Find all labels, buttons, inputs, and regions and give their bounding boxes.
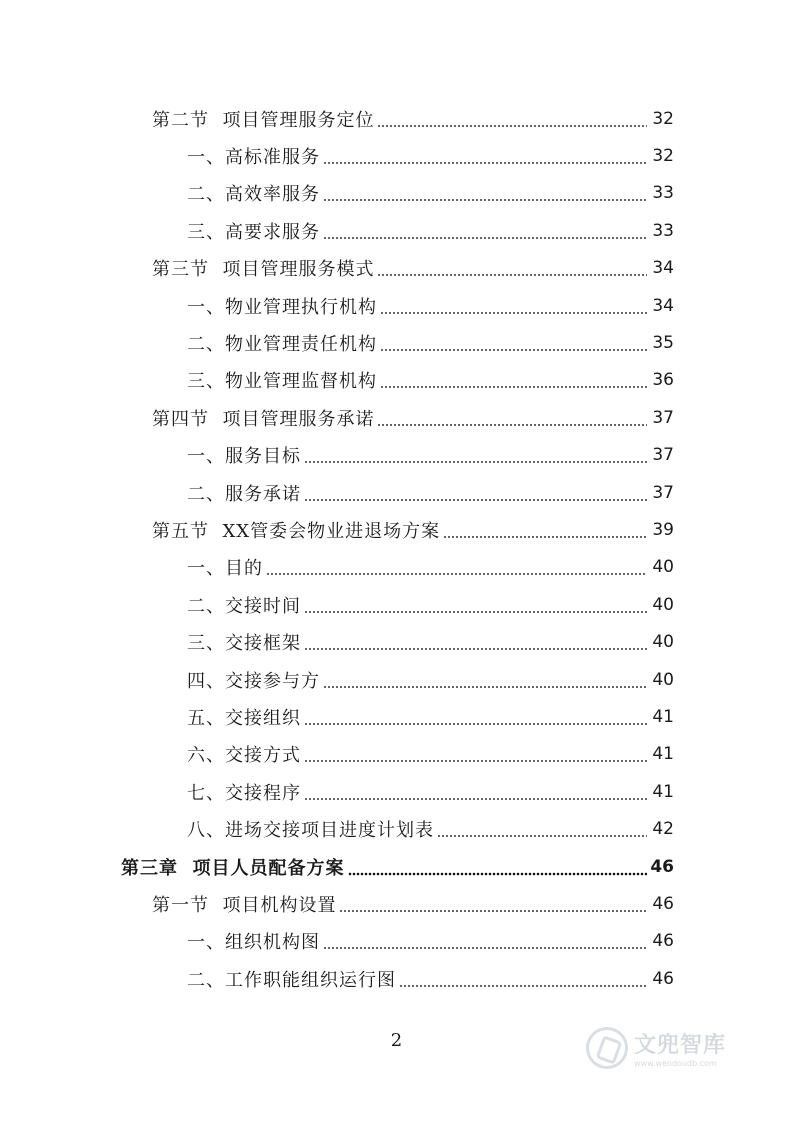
dot-leader (443, 521, 647, 539)
toc-entry-item[interactable] (0, 623, 793, 660)
dot-leader (323, 222, 647, 240)
toc-entry-item[interactable] (0, 175, 793, 212)
toc-entry-item[interactable] (0, 137, 793, 174)
toc-entry-title: 二、交接时间 (187, 592, 301, 618)
toc-entry-title: 二、物业管理责任机构 (187, 330, 377, 356)
toc-entry-title: 五、交接组织 (187, 704, 301, 730)
toc-entry-title: 第三章 项目人员配备方案 (121, 854, 345, 880)
toc-entry-title: 四、交接参与方 (187, 667, 320, 693)
toc-entry-item[interactable] (0, 736, 793, 773)
toc-entry-page: 37 (652, 482, 674, 503)
toc-entry-page: 46 (652, 931, 674, 952)
toc-entry-item[interactable] (0, 810, 793, 847)
dot-leader (399, 970, 647, 988)
dot-leader (304, 745, 647, 763)
toc-entry-page: 37 (652, 445, 674, 466)
toc-entry-title: 三、高要求服务 (187, 218, 320, 244)
toc-entry-page: 34 (652, 295, 674, 316)
toc-entry-title: 二、工作职能组织运行图 (187, 966, 396, 992)
toc-entry-page: 39 (652, 519, 674, 540)
dot-leader (304, 708, 647, 726)
toc-entry-page: 33 (652, 183, 674, 204)
toc-entry-title: 一、组织机构图 (187, 928, 320, 954)
toc-entry-item[interactable] (0, 324, 793, 361)
toc-entry-title: 二、服务承诺 (187, 480, 301, 506)
dot-leader (380, 371, 647, 389)
toc-entry-page: 41 (652, 781, 674, 802)
toc-entry-item[interactable] (0, 698, 793, 735)
dot-leader (323, 671, 647, 689)
dot-leader (304, 484, 647, 502)
toc-entry-section[interactable] (0, 399, 793, 436)
toc-entry-title: 一、服务目标 (187, 442, 301, 468)
toc-entry-title: 一、高标准服务 (187, 143, 320, 169)
toc-entry-item[interactable] (0, 773, 793, 810)
wendou-logo-icon (586, 1027, 628, 1069)
table-of-contents (0, 100, 793, 997)
toc-entry-page: 32 (652, 146, 674, 167)
toc-entry-chapter[interactable] (0, 848, 793, 885)
toc-entry-page: 32 (652, 108, 674, 129)
page-number: 2 (390, 1030, 403, 1051)
toc-entry-title: 一、物业管理执行机构 (187, 293, 377, 319)
toc-entry-section[interactable] (0, 100, 793, 137)
toc-entry-page: 40 (652, 632, 674, 653)
toc-entry-title: 第一节 项目机构设置 (152, 891, 336, 917)
dot-leader (380, 297, 647, 315)
toc-entry-title: 一、目的 (187, 554, 263, 580)
dot-leader (304, 446, 647, 464)
toc-entry-item[interactable] (0, 923, 793, 960)
toc-entry-page: 36 (652, 370, 674, 391)
toc-entry-page: 46 (652, 893, 674, 914)
dot-leader (323, 147, 647, 165)
dot-leader (304, 633, 647, 651)
toc-entry-item[interactable] (0, 287, 793, 324)
toc-entry-title: 第二节 项目管理服务定位 (152, 106, 374, 132)
dot-leader (323, 184, 647, 202)
toc-entry-title: 二、高效率服务 (187, 180, 320, 206)
toc-entry-item[interactable] (0, 212, 793, 249)
watermark (586, 1018, 766, 1078)
toc-entry-title: 六、交接方式 (187, 741, 301, 767)
dot-leader (266, 558, 647, 576)
toc-entry-title: 八、进场交接项目进度计划表 (187, 816, 434, 842)
toc-entry-item[interactable] (0, 474, 793, 511)
toc-entry-title: 第五节 XX管委会物业进退场方案 (152, 517, 440, 543)
toc-entry-page: 33 (652, 220, 674, 241)
toc-entry-section[interactable] (0, 885, 793, 922)
toc-entry-item[interactable] (0, 661, 793, 698)
dot-leader (339, 895, 647, 913)
toc-entry-title: 第三节 项目管理服务模式 (152, 255, 374, 281)
toc-entry-item[interactable] (0, 362, 793, 399)
dot-leader (437, 820, 647, 838)
toc-entry-page: 37 (652, 407, 674, 428)
toc-entry-section[interactable] (0, 511, 793, 548)
toc-entry-page: 42 (652, 819, 674, 840)
toc-entry-title: 七、交接程序 (187, 779, 301, 805)
toc-entry-page: 46 (650, 856, 674, 877)
toc-entry-page: 35 (652, 333, 674, 354)
dot-leader (380, 334, 647, 352)
toc-entry-title: 第四节 项目管理服务承诺 (152, 405, 374, 431)
toc-entry-page: 41 (652, 744, 674, 765)
watermark-name: 文兜智库 (634, 1033, 727, 1058)
dot-leader (323, 932, 647, 950)
toc-entry-page: 40 (652, 669, 674, 690)
toc-entry-item[interactable] (0, 586, 793, 623)
dot-leader (377, 259, 647, 277)
toc-entry-title: 三、物业管理监督机构 (187, 367, 377, 393)
dot-leader (377, 409, 647, 427)
dot-leader (304, 596, 647, 614)
dot-leader (304, 783, 647, 801)
watermark-url: www.wendoudb.com (634, 1059, 717, 1068)
toc-entry-page: 46 (652, 968, 674, 989)
toc-entry-page: 41 (652, 706, 674, 727)
toc-entry-item[interactable] (0, 437, 793, 474)
toc-entry-title: 三、交接框架 (187, 629, 301, 655)
toc-entry-page: 34 (652, 258, 674, 279)
toc-entry-page: 40 (652, 594, 674, 615)
toc-entry-section[interactable] (0, 250, 793, 287)
dot-leader (377, 110, 647, 128)
dot-leader (348, 858, 647, 876)
toc-entry-page: 40 (652, 557, 674, 578)
toc-entry-item[interactable] (0, 960, 793, 997)
toc-entry-item[interactable] (0, 549, 793, 586)
